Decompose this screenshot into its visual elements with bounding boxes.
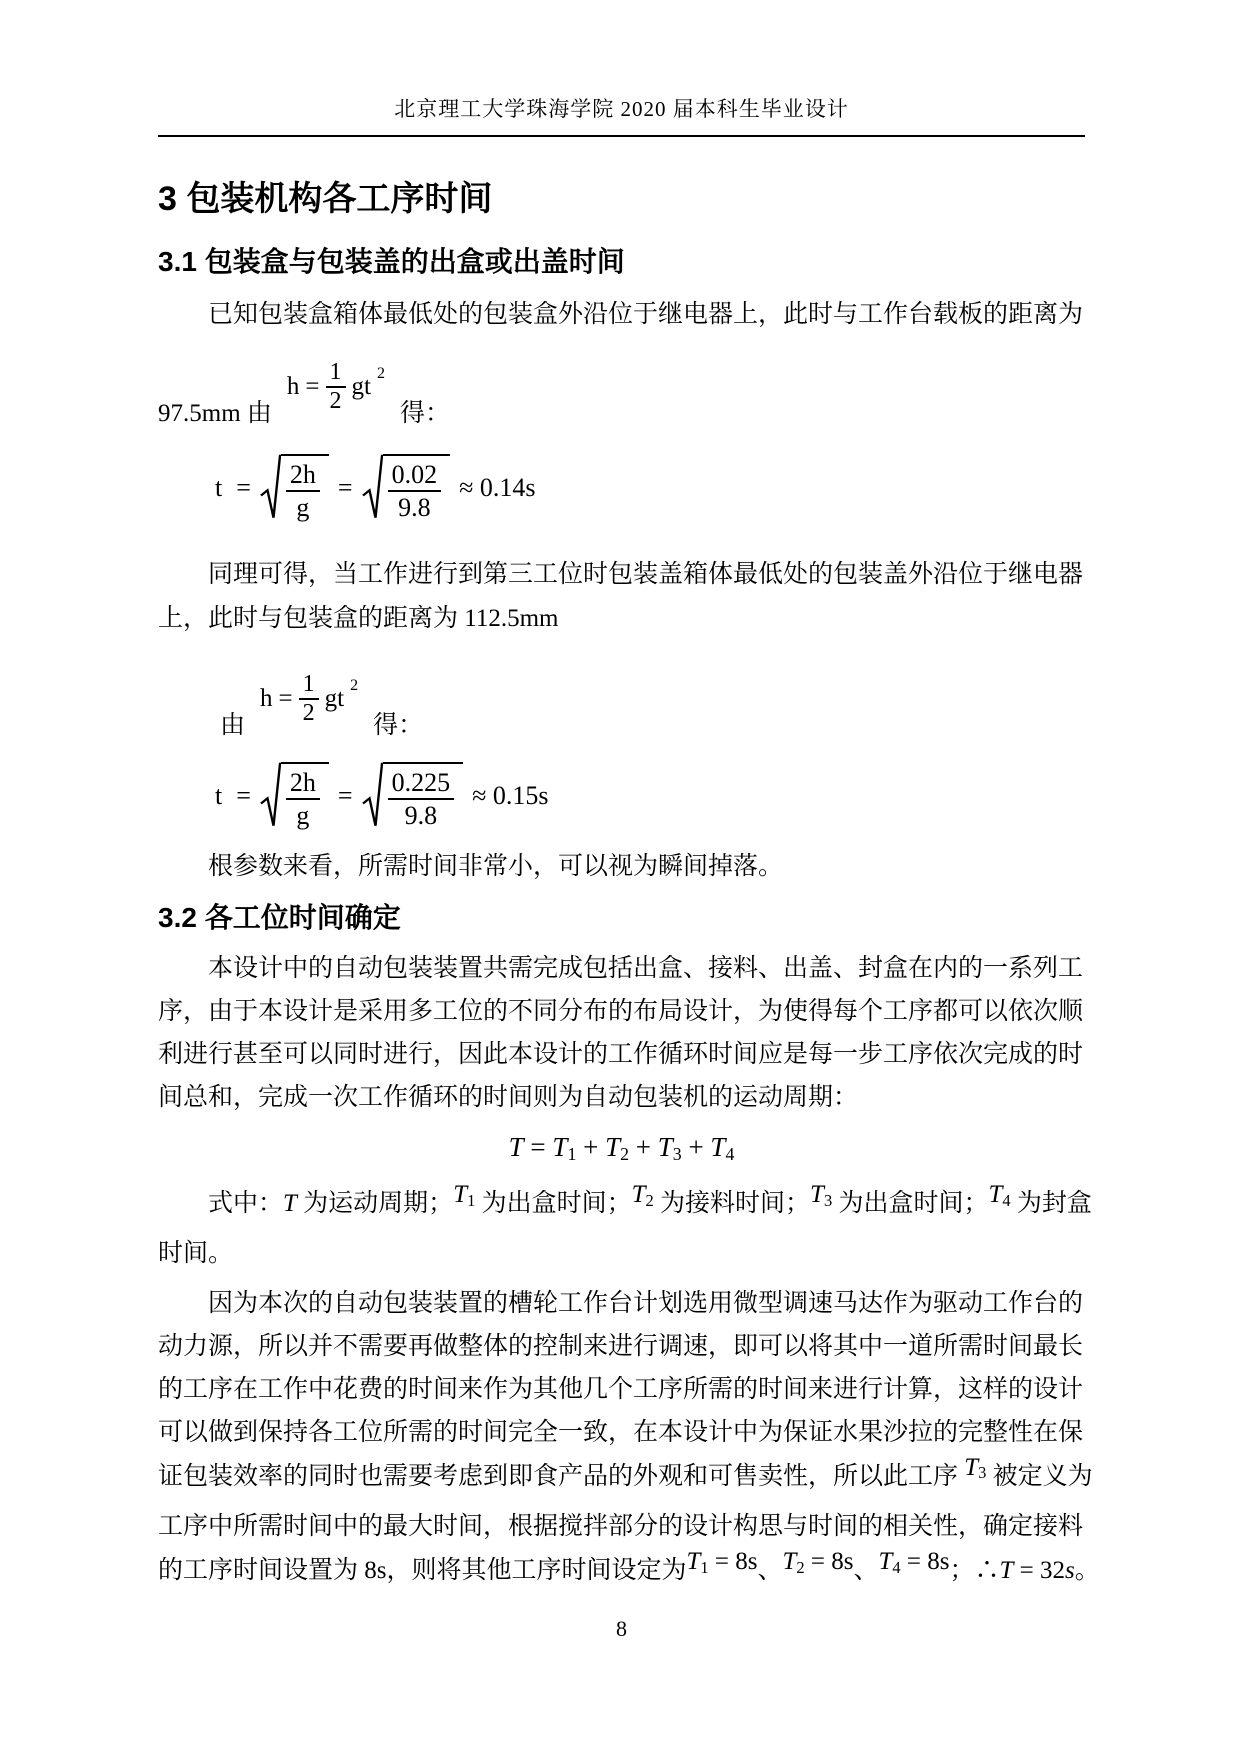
text-segment: 的工序时间设置为 8s，则将其他工序时间设定为: [158, 1557, 687, 1585]
equation-prefix: 97.5mm 由: [158, 400, 272, 427]
radicand: [383, 454, 451, 523]
square-root: [362, 762, 464, 831]
paragraph-line: 因为本次的自动包装装置的槽轮工作台计划选用微型调速马达作为驱动工作台的: [208, 1289, 1084, 1317]
text-segment: +: [576, 1132, 606, 1162]
paragraph-line: 动力源，所以并不需要再做整体的控制来进行调速，即可以将其中一道所需时间最长: [158, 1332, 1084, 1360]
paragraph-line: [158, 1453, 1093, 1506]
text-segment: 4: [1002, 1190, 1011, 1210]
equation-suffix: 得：: [399, 400, 450, 427]
fraction-one-half: [299, 671, 319, 727]
equation-prefix: 由: [220, 712, 246, 739]
text-segment: 被定义为: [986, 1462, 1093, 1490]
fraction-denominator: 2: [302, 700, 315, 726]
equals-sign: =: [236, 781, 251, 810]
inline-equation-row-2: [158, 651, 1085, 743]
paragraph-line: [158, 1180, 1092, 1232]
section-heading-3-1: 3.1 包装盒与包装盖的出盒或出盖时间: [158, 246, 625, 277]
fraction-numerator: 2h: [286, 767, 320, 800]
paragraph-line: 本设计中的自动包装装置共需完成包括出盒、接料、出盖、封盒在内的一系列工: [208, 955, 1084, 982]
fraction-numerator: 1: [299, 671, 319, 700]
radical-sign-icon: [362, 454, 383, 523]
paragraph-line: 工序中所需时间中的最大时间，根据搅拌部分的设计构思与时间的相关性，确定接料: [158, 1513, 1084, 1541]
fraction-denominator: 9.8: [404, 800, 438, 830]
radical-sign-icon: [260, 454, 281, 523]
square-root: [260, 762, 329, 831]
text-segment: ∴: [974, 1557, 1000, 1585]
fraction-denominator: 2: [329, 388, 342, 414]
fraction-values: [388, 767, 455, 831]
text-segment: 3: [823, 1190, 833, 1210]
formula-term: gt: [324, 685, 345, 712]
formula-result: ≈ 0.15s: [472, 781, 549, 810]
paragraph-line: 可以做到保持各工位所需的时间完全一致，在本设计中为保证水果沙拉的完整性在保: [158, 1418, 1084, 1446]
fraction-denominator: g: [296, 800, 310, 830]
fraction-2h-g: [286, 459, 320, 523]
text-segment: 1: [700, 1557, 709, 1577]
superscript: 2: [376, 365, 385, 382]
fraction-numerator: 0.02: [388, 459, 442, 492]
text-segment: T: [283, 1189, 297, 1217]
paragraph-line: 上，此时与包装盒的距离为 112.5mm: [158, 605, 559, 632]
equation-suffix: 得：: [373, 712, 424, 739]
text-segment: s: [1065, 1557, 1075, 1585]
formula-term: h: [286, 373, 300, 400]
formula-h-half-gt2: [257, 671, 361, 727]
fraction-one-half: [326, 359, 346, 415]
text-segment: 式中：: [208, 1189, 284, 1217]
text-segment: T: [810, 1180, 824, 1208]
text-segment: = 8s: [804, 1548, 854, 1576]
text-segment: 1: [567, 1143, 577, 1164]
text-segment: T: [631, 1180, 646, 1208]
paragraph-line: 同理可得，当工作进行到第三工位时包装盖箱体最低处的包装盖外沿位于继电器: [208, 561, 1084, 588]
text-segment: T: [605, 1132, 621, 1162]
square-root: [362, 454, 451, 523]
fraction-numerator: 2h: [286, 459, 320, 492]
text-segment: T: [999, 1557, 1014, 1585]
text-segment: 为出盒时间；: [475, 1189, 632, 1217]
text-segment: 为出盒时间；: [832, 1189, 989, 1217]
text-segment: 、: [853, 1557, 879, 1585]
radicand: [281, 454, 329, 523]
fraction-values: [388, 459, 442, 523]
paragraph-line: 利进行甚至可以同时进行，因此本设计的工作循环时间应是每一步工序依次完成的时: [158, 1041, 1084, 1068]
radicand: [383, 762, 464, 831]
radical-sign-icon: [260, 762, 281, 831]
fraction-numerator: 0.225: [388, 767, 455, 800]
text-segment: T: [508, 1132, 524, 1162]
text-segment: 2: [620, 1143, 630, 1164]
fraction-numerator: 1: [326, 359, 346, 388]
paragraph-line: [158, 1548, 1100, 1600]
square-root: [260, 454, 329, 523]
header-rule: [158, 135, 1085, 137]
inline-equation-row-1: [158, 339, 1085, 431]
equals-sign: =: [236, 473, 251, 502]
text-segment: 3: [672, 1143, 682, 1164]
fraction-denominator: 9.8: [398, 492, 431, 522]
formula-term: h: [260, 685, 273, 712]
text-segment: = 32: [1013, 1557, 1066, 1585]
paragraph-line: 根参数来看，所需时间非常小，可以视为瞬间掉落。: [208, 853, 784, 880]
formula-term: gt: [351, 373, 371, 400]
equals-sign: =: [337, 781, 353, 810]
text-segment: 2: [645, 1190, 654, 1210]
formula-term: t: [215, 781, 223, 810]
text-segment: T: [686, 1548, 701, 1576]
text-segment: = 8s: [900, 1548, 950, 1576]
paragraph-line: 序，由于本设计是采用多工位的不同分布的布局设计，为使得每个工序都可以依次顺: [158, 998, 1084, 1025]
formula-t1: [208, 449, 1085, 527]
text-segment: 。: [1074, 1557, 1100, 1585]
formula-result: ≈ 0.14s: [459, 473, 536, 502]
equals-sign: =: [305, 373, 320, 400]
fraction-2h-g: [286, 767, 320, 831]
text-segment: T: [710, 1132, 726, 1162]
text-segment: 为运动周期；: [296, 1189, 454, 1217]
text-segment: 、: [757, 1557, 783, 1585]
formula-h-half-gt2: [284, 359, 388, 415]
text-segment: 4: [725, 1143, 735, 1164]
text-segment: T: [878, 1548, 893, 1576]
formula-cycle-time: [158, 1125, 1085, 1176]
radicand: [281, 762, 329, 831]
text-segment: 证包装效率的同时也需要考虑到即食产品的外观和可售卖性，所以此工序: [158, 1462, 965, 1490]
running-header: 北京理工大学珠海学院 2020 届本科生毕业设计: [394, 97, 849, 121]
section-heading-3-2: 3.2 各工位时间确定: [158, 902, 401, 933]
text-segment: T: [782, 1548, 797, 1576]
fraction-denominator: g: [296, 492, 310, 522]
text-segment: 2: [796, 1557, 805, 1577]
text-segment: T: [988, 1180, 1003, 1208]
radical-sign-icon: [362, 762, 383, 831]
text-segment: = 8s: [708, 1548, 758, 1576]
text-segment: +: [629, 1132, 658, 1162]
text-segment: T: [453, 1180, 468, 1208]
text-segment: 为接料时间；: [653, 1189, 811, 1217]
text-segment: T: [552, 1132, 568, 1162]
text-segment: =: [523, 1132, 553, 1162]
paragraph-line: 间总和，完成一次工作循环的时间则为自动包装机的运动周期：: [158, 1084, 859, 1111]
formula-t2: [208, 757, 1085, 835]
text-segment: 3: [978, 1463, 987, 1483]
text-segment: 4: [892, 1557, 901, 1577]
page-number: 8: [616, 1615, 627, 1641]
paragraph-line: 已知包装盒箱体最低处的包装盒外沿位于继电器上，此时与工作台载板的距离为: [208, 301, 1084, 328]
equals-sign: =: [278, 685, 293, 712]
formula-term: t: [215, 473, 223, 502]
superscript: 2: [350, 677, 359, 694]
equals-sign: =: [337, 473, 353, 502]
text-segment: 1: [467, 1190, 476, 1210]
paragraph-line: 时间。: [158, 1239, 234, 1267]
text-segment: ；: [949, 1557, 975, 1585]
text-segment: T: [657, 1132, 673, 1162]
paragraph-line: 的工序在工作中花费的时间来作为其他几个工序所需的时间来进行计算，这样的设计: [158, 1375, 1084, 1403]
text-segment: T: [964, 1453, 979, 1481]
section-heading-3: 3 包装机构各工序时间: [158, 180, 493, 218]
text-segment: +: [681, 1132, 711, 1162]
text-segment: 为封盒: [1010, 1189, 1092, 1217]
